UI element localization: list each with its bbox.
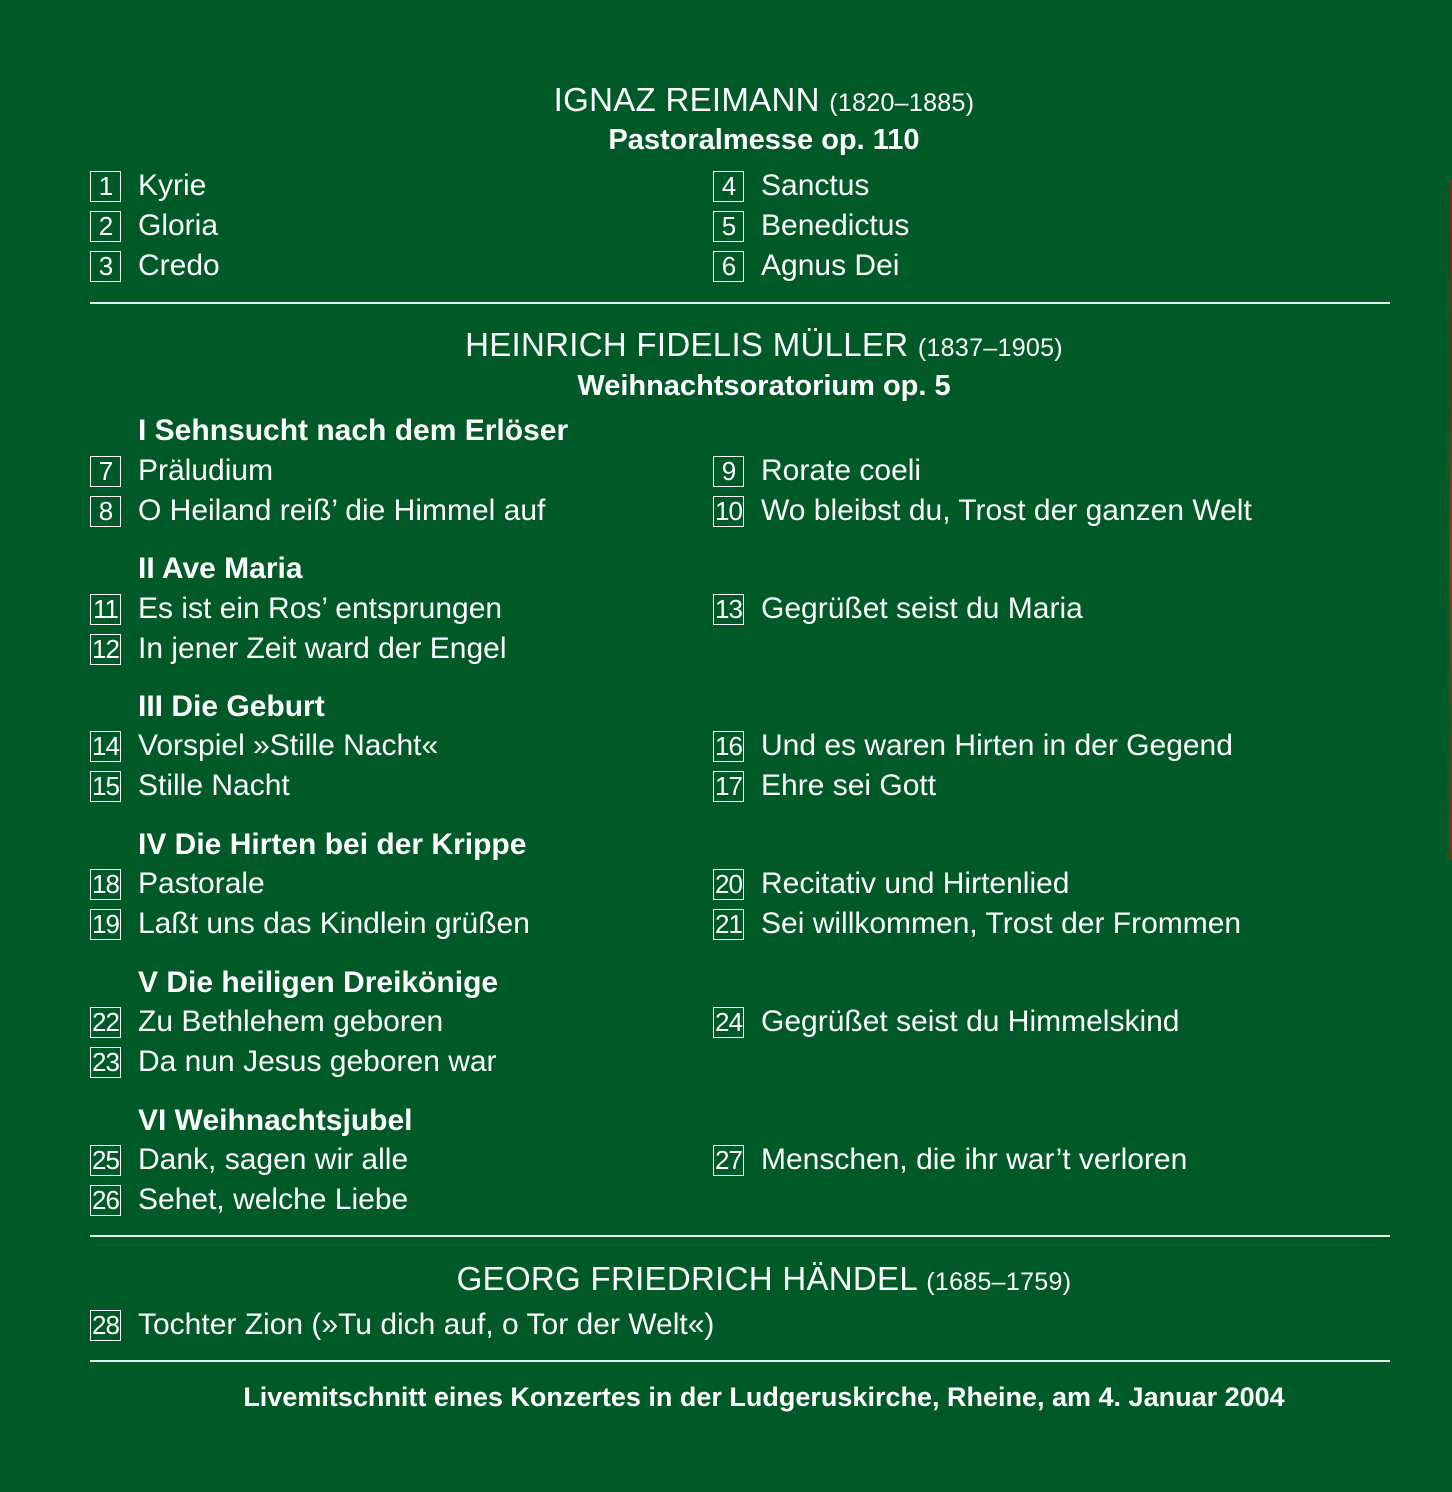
track-row[interactable] — [90, 727, 438, 765]
track-title: Gegrüßet seist du Maria — [761, 592, 1083, 625]
track-title: Zu Bethlehem geboren — [138, 1005, 444, 1038]
track-number: 16 — [713, 731, 744, 762]
work-title-pastoralmesse: Pastoralmesse op. 110 — [608, 124, 920, 156]
track-row[interactable] — [713, 247, 899, 285]
track-number: 8 — [90, 496, 121, 527]
track-number: 20 — [713, 869, 744, 900]
track-number: 18 — [90, 869, 121, 900]
track-row[interactable] — [90, 865, 265, 903]
part-heading: V Die heiligen Dreikönige — [138, 966, 499, 999]
track-number: 24 — [713, 1007, 744, 1038]
track-row[interactable] — [90, 767, 290, 805]
track-number: 28 — [90, 1310, 121, 1341]
track-row[interactable] — [90, 590, 502, 628]
part-heading: I Sehnsucht nach dem Erlöser — [138, 414, 569, 447]
track-row[interactable] — [90, 1306, 714, 1344]
track-row[interactable] — [90, 247, 220, 285]
track-row[interactable] — [90, 1003, 443, 1041]
track-title: Ehre sei Gott — [761, 769, 937, 802]
part-heading: IV Die Hirten bei der Krippe — [138, 828, 527, 861]
track-row[interactable] — [713, 207, 909, 245]
track-row[interactable] — [713, 767, 936, 805]
track-row[interactable] — [713, 905, 1241, 943]
section-divider — [90, 1360, 1390, 1362]
track-title: Gloria — [138, 209, 219, 242]
track-row[interactable] — [90, 452, 273, 490]
track-row[interactable] — [713, 167, 869, 205]
track-title: Es ist ein Ros’ entsprungen — [138, 592, 503, 625]
track-row[interactable] — [713, 727, 1233, 765]
track-row[interactable] — [90, 167, 206, 205]
track-title: Rorate coeli — [761, 454, 922, 487]
track-title: Tochter Zion (»Tu dich auf, o Tor der Welt«) — [138, 1308, 715, 1341]
track-title: Credo — [138, 249, 220, 282]
composer-heading-haendel — [38, 1259, 1452, 1302]
track-title: Kyrie — [138, 169, 207, 202]
track-row[interactable] — [90, 1043, 497, 1081]
part-heading: II Ave Maria — [138, 552, 303, 585]
track-number: 15 — [90, 771, 121, 802]
track-title: Dank, sagen wir alle — [138, 1143, 409, 1176]
composer-dates: (1837–1905) — [917, 334, 1063, 362]
track-number: 9 — [713, 456, 744, 487]
track-number: 6 — [713, 251, 744, 282]
part-heading: VI Weihnachtsjubel — [138, 1104, 413, 1137]
composer-dates: (1685–1759) — [926, 1268, 1072, 1296]
track-title: Stille Nacht — [138, 769, 290, 802]
track-title: Da nun Jesus geboren war — [138, 1045, 497, 1078]
track-title: Präludium — [138, 454, 274, 487]
track-number: 10 — [713, 496, 744, 527]
composer-dates: (1820–1885) — [829, 89, 975, 117]
track-row[interactable] — [713, 452, 921, 490]
track-title: In jener Zeit ward der Engel — [138, 632, 507, 665]
track-row[interactable] — [90, 1181, 408, 1219]
track-title: Laßt uns das Kindlein grüßen — [138, 907, 530, 940]
track-title: Menschen, die ihr war’t verloren — [761, 1143, 1188, 1176]
composer-heading-reimann — [38, 80, 1452, 123]
track-title: Sehet, welche Liebe — [138, 1183, 409, 1216]
track-row[interactable] — [713, 492, 1252, 530]
track-number: 7 — [90, 456, 121, 487]
track-number: 23 — [90, 1047, 121, 1078]
track-number: 13 — [713, 594, 744, 625]
section-divider — [90, 1235, 1390, 1237]
track-row[interactable] — [713, 1141, 1187, 1179]
track-row[interactable] — [90, 492, 545, 530]
track-row[interactable] — [90, 1141, 408, 1179]
track-number: 21 — [713, 909, 744, 940]
track-number: 3 — [90, 251, 121, 282]
track-number: 4 — [713, 171, 744, 202]
part-heading: III Die Geburt — [138, 690, 325, 723]
track-title: Wo bleibst du, Trost der ganzen Welt — [761, 494, 1252, 527]
track-title: Pastorale — [138, 867, 265, 900]
section-divider — [90, 302, 1390, 304]
track-number: 11 — [90, 594, 121, 625]
track-title: O Heiland reiß’ die Himmel auf — [138, 494, 546, 527]
track-number: 14 — [90, 731, 121, 762]
track-number: 26 — [90, 1185, 121, 1216]
track-title: Vorspiel »Stille Nacht« — [138, 729, 439, 762]
composer-name: GEORG FRIEDRICH HÄNDEL — [456, 1260, 917, 1297]
composer-name: IGNAZ REIMANN — [553, 81, 820, 118]
track-title: Gegrüßet seist du Himmelskind — [761, 1005, 1180, 1038]
track-number: 19 — [90, 909, 121, 940]
composer-name: HEINRICH FIDELIS MÜLLER — [465, 326, 909, 363]
track-row[interactable] — [90, 905, 530, 943]
track-title: Agnus Dei — [761, 249, 900, 282]
work-title-weihnachtsoratorium: Weihnachtsoratorium op. 5 — [577, 370, 951, 402]
track-title: Sanctus — [761, 169, 870, 202]
track-row[interactable] — [713, 1003, 1179, 1041]
track-title: Sei willkommen, Trost der Frommen — [761, 907, 1242, 940]
track-title: Recitativ und Hirtenlied — [761, 867, 1070, 900]
track-number: 17 — [713, 771, 744, 802]
track-number: 5 — [713, 211, 744, 242]
track-title: Und es waren Hirten in der Gegend — [761, 729, 1233, 762]
track-row[interactable] — [713, 590, 1083, 628]
track-number: 1 — [90, 171, 121, 202]
track-row[interactable] — [90, 630, 507, 668]
track-number: 22 — [90, 1007, 121, 1038]
track-number: 2 — [90, 211, 121, 242]
track-row[interactable] — [713, 865, 1069, 903]
track-row[interactable] — [90, 207, 218, 245]
track-number: 25 — [90, 1145, 121, 1176]
composer-heading-mueller — [38, 325, 1452, 368]
track-number: 27 — [713, 1145, 744, 1176]
track-number: 12 — [90, 634, 121, 665]
track-title: Benedictus — [761, 209, 910, 242]
recording-note: Livemitschnitt eines Konzertes in der Ludgeruskirche, Rheine, am 4. Januar 2004 — [243, 1382, 1285, 1412]
